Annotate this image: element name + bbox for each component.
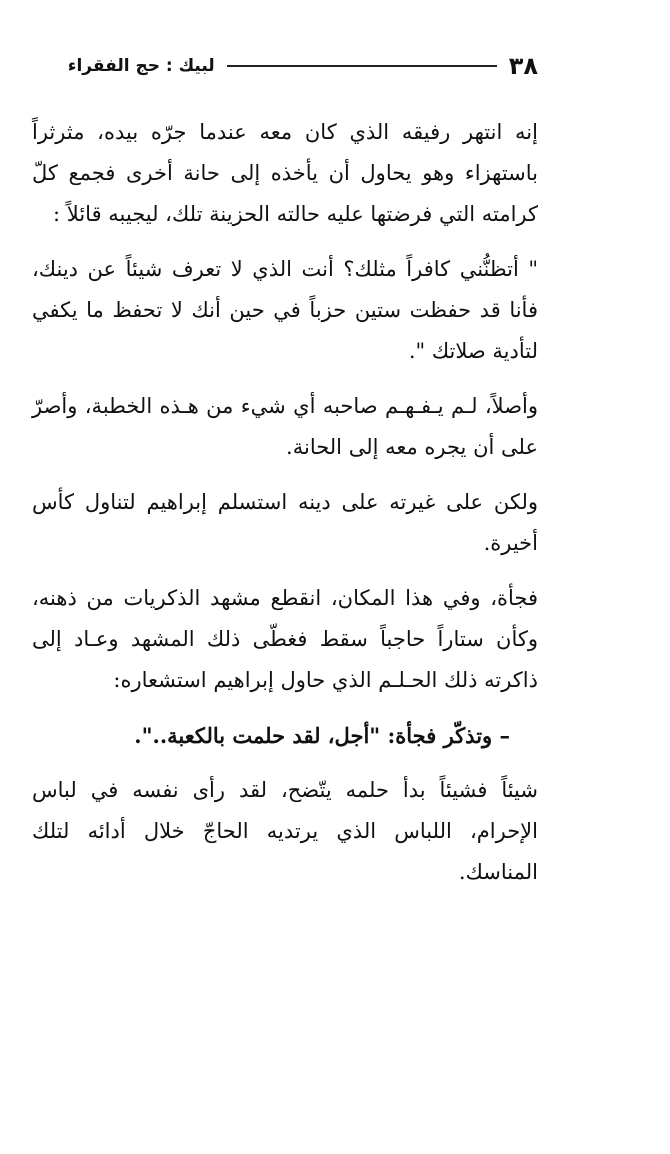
paragraph: " أتظنُّني كافراً مثلك؟ أنت الذي لا تعرف شيئاً عن دينك، فأنا قد حفظت ستين حزباً في حين أنك لا تحفظ ما يكفي لتأدية صلاتك ". — [32, 257, 538, 363]
paragraph: فجأة، وفي هذا المكان، انقطع مشهد الذكريات من ذهنه، وكأن ستاراً حاجباً سقط فغطّى ذلك المشهد وعـاد إلى ذاكرته ذلك الحـلـم الذي حاول إبراهيم استشعاره: — [32, 586, 538, 692]
page-body — [32, 112, 538, 907]
paragraph: شيئاً فشيئاً بدأ حلمه يتّضح، لقد رأى نفسه في لباس الإحرام، اللباس الذي يرتديه الحاجّ خلال أدائه لتلك المناسك. — [32, 778, 538, 884]
header-rule — [227, 65, 497, 67]
running-title: لبيك : حج الفقراء — [67, 56, 215, 76]
page-number: ٣٨ — [508, 52, 538, 80]
dialogue-line: – وتذكّر فجأة: "أجل، لقد حلمت بالكعبة..". — [134, 723, 510, 748]
paragraph: إنه انتهر رفيقه الذي كان معه عندما جرّه بيده، مثرثراً باستهزاء وهو يحاول أن يأخذه إلى حانة أخرى فجمع كلّ كرامته التي فرضتها عليه حالته الحزينة تلك، ليجيبه قائلاً : — [32, 120, 538, 226]
paragraph: ولكن على غيرته على دينه استسلم إبراهيم لتناول كأس أخيرة. — [32, 490, 538, 555]
page-header — [32, 46, 538, 86]
paragraph: وأصلاً، لـم يـفـهـم صاحبه أي شيء من هـذه الخطبة، وأصرّ على أن يجره معه إلى الحانة. — [32, 394, 538, 459]
